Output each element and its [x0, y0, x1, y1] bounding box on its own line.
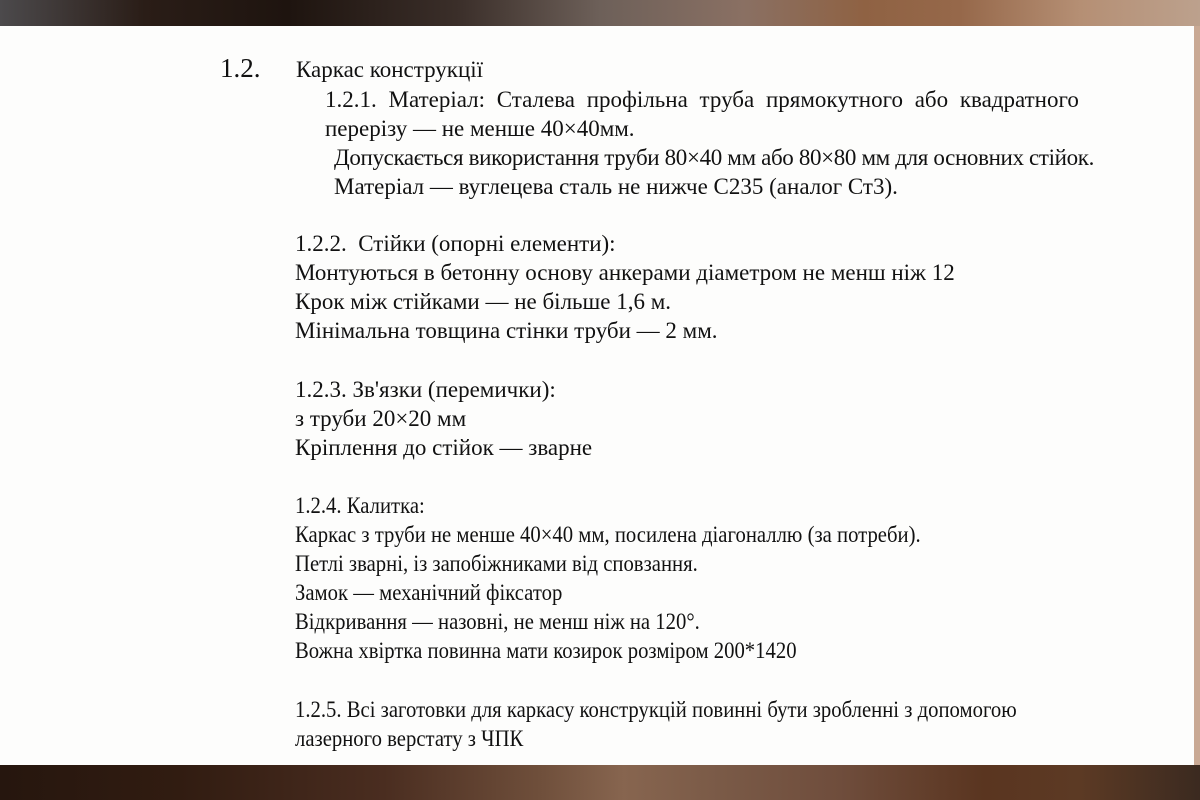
subsection-3-line-1: з труби 20×20 мм — [295, 406, 467, 431]
section-number: 1.2. — [220, 53, 261, 83]
subsection-5-line-2: лазерного верстату з ЧПК — [295, 726, 524, 751]
subsection-1-line-1: 1.2.1. Матеріал: Сталева профільна труба прямокутного або квадратного — [325, 87, 1079, 112]
subsection-4-line-5: Вожна хвіртка повинна мати козирок розміром 200*1420 — [295, 638, 797, 663]
subsection-3-line-2: Кріплення до стійок — зварне — [295, 435, 593, 460]
subsection-2-line-3: Мінімальна товщина стінки труби — 2 мм. — [295, 318, 718, 343]
subsection-4-line-3: Замок — механічний фіксатор — [295, 580, 563, 605]
subsection-5-line-1: 1.2.5. Всі заготовки для каркасу конструкцій повинні бути зробленні з допомогою — [295, 697, 1017, 722]
section-title: Каркас конструкції — [296, 57, 484, 82]
subsection-1-line-2: перерізу — не менше 40×40мм. — [325, 116, 635, 141]
subsection-2-line-2: Крок між стійками — не більше 1,6 м. — [295, 289, 672, 314]
background-band-bottom — [0, 765, 1200, 800]
background-band-top — [0, 0, 1200, 26]
subsection-1-line-4: Матеріал — вуглецева сталь не нижче С235 (аналог Ст3). — [334, 174, 898, 199]
subsection-3-heading: 1.2.3. Зв'язки (перемички): — [295, 377, 556, 402]
subsection-4-line-2: Петлі зварні, із запобіжниками від сповзання. — [295, 551, 698, 576]
subsection-2-line-1: Монтуються в бетонну основу анкерами діаметром не менш ніж 12 — [295, 260, 955, 285]
subsection-4-line-4: Відкривання — назовні, не менш ніж на 120°. — [295, 609, 700, 634]
subsection-2-heading: 1.2.2. Стійки (опорні елементи): — [295, 231, 616, 256]
subsection-4-heading: 1.2.4. Калитка: — [295, 493, 425, 518]
subsection-4-line-1: Каркас з труби не менше 40×40 мм, посилена діагоналлю (за потреби). — [295, 522, 921, 547]
subsection-1-line-3: Допускається використання труби 80×40 мм або 80×80 мм для основних стійок. — [334, 145, 1094, 170]
document-page — [0, 26, 1200, 765]
